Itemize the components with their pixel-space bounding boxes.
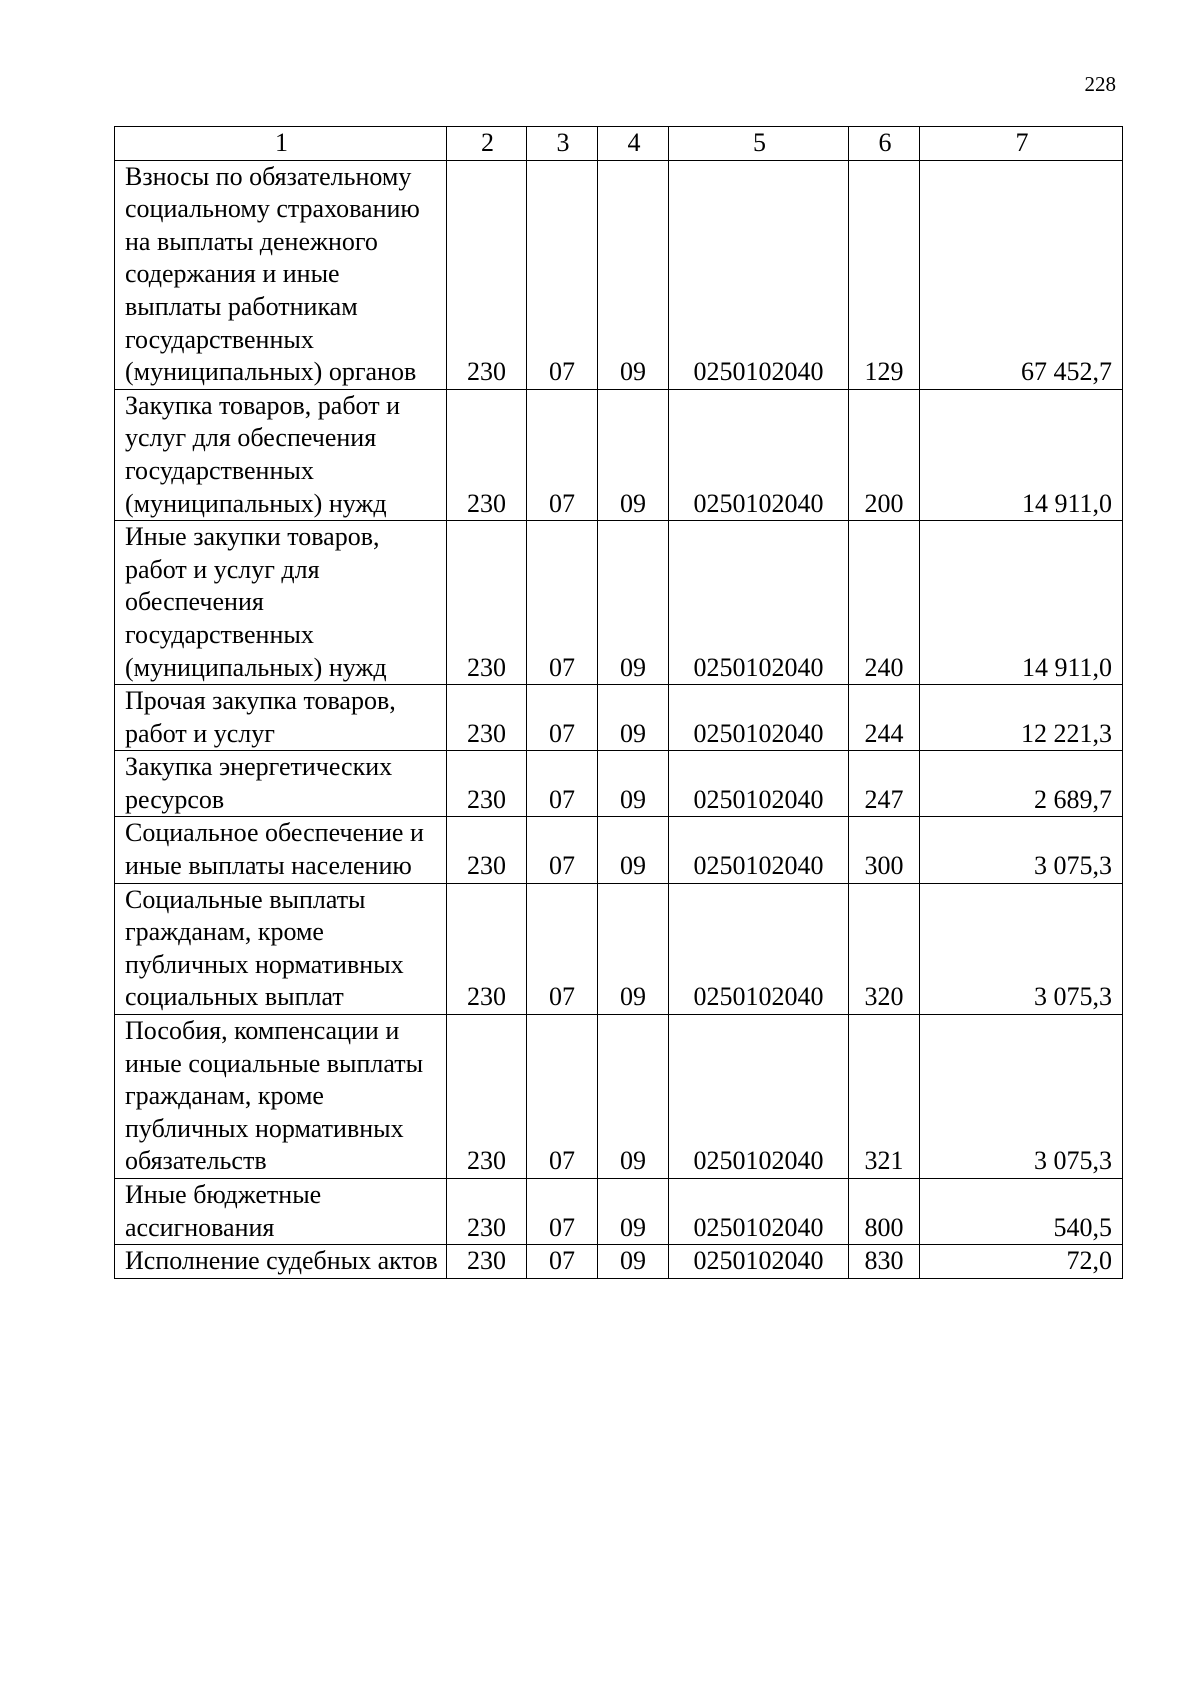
expense-type-code: 247 — [849, 751, 920, 817]
subsection-code: 09 — [598, 1179, 669, 1245]
expense-type-code: 244 — [849, 685, 920, 751]
expense-name: Закупка товаров, работ и услуг для обеспечения государственных (муниципальных) нужд — [115, 389, 447, 520]
table-row — [115, 1015, 1123, 1179]
section-code: 07 — [527, 521, 598, 685]
column-header-5: 5 — [669, 127, 849, 161]
table-row — [115, 1245, 1123, 1279]
table-body — [115, 160, 1123, 1278]
target-article-code: 0250102040 — [669, 1179, 849, 1245]
expense-name: Исполнение судебных актов — [115, 1245, 447, 1279]
expense-name: Социальные выплаты гражданам, кроме публичных нормативных социальных выплат — [115, 883, 447, 1014]
ministry-code: 230 — [447, 817, 527, 883]
subsection-code: 09 — [598, 160, 669, 389]
amount: 67 452,7 — [920, 160, 1123, 389]
subsection-code: 09 — [598, 1015, 669, 1179]
target-article-code: 0250102040 — [669, 883, 849, 1014]
column-header-4: 4 — [598, 127, 669, 161]
section-code: 07 — [527, 1179, 598, 1245]
header-row — [115, 127, 1123, 161]
expense-name: Иные закупки товаров, работ и услуг для обеспечения государственных (муниципальных) нужд — [115, 521, 447, 685]
ministry-code: 230 — [447, 521, 527, 685]
ministry-code: 230 — [447, 883, 527, 1014]
subsection-code: 09 — [598, 817, 669, 883]
table-row — [115, 389, 1123, 520]
section-code: 07 — [527, 1245, 598, 1279]
expense-name: Пособия, компенсации и иные социальные выплаты гражданам, кроме публичных нормативных обязательств — [115, 1015, 447, 1179]
target-article-code: 0250102040 — [669, 1015, 849, 1179]
section-code: 07 — [527, 751, 598, 817]
expense-type-code: 320 — [849, 883, 920, 1014]
ministry-code: 230 — [447, 389, 527, 520]
page-number: 228 — [1084, 72, 1116, 96]
budget-table — [114, 126, 1123, 1279]
ministry-code: 230 — [447, 685, 527, 751]
table-header — [115, 127, 1123, 161]
section-code: 07 — [527, 389, 598, 520]
amount: 72,0 — [920, 1245, 1123, 1279]
amount: 3 075,3 — [920, 817, 1123, 883]
target-article-code: 0250102040 — [669, 751, 849, 817]
amount: 2 689,7 — [920, 751, 1123, 817]
expense-name: Социальное обеспечение и иные выплаты населению — [115, 817, 447, 883]
ministry-code: 230 — [447, 1245, 527, 1279]
subsection-code: 09 — [598, 1245, 669, 1279]
subsection-code: 09 — [598, 521, 669, 685]
table-row — [115, 751, 1123, 817]
table-row — [115, 685, 1123, 751]
column-header-2: 2 — [447, 127, 527, 161]
ministry-code: 230 — [447, 1179, 527, 1245]
ministry-code: 230 — [447, 751, 527, 817]
amount: 3 075,3 — [920, 883, 1123, 1014]
column-header-7: 7 — [920, 127, 1123, 161]
subsection-code: 09 — [598, 685, 669, 751]
expense-type-code: 300 — [849, 817, 920, 883]
ministry-code: 230 — [447, 1015, 527, 1179]
section-code: 07 — [527, 817, 598, 883]
expense-name: Закупка энергетических ресурсов — [115, 751, 447, 817]
expense-name: Взносы по обязательному социальному страхованию на выплаты денежного содержания и иные выплаты работникам государственных (муниципальных) органов — [115, 160, 447, 389]
target-article-code: 0250102040 — [669, 521, 849, 685]
expense-type-code: 830 — [849, 1245, 920, 1279]
column-header-3: 3 — [527, 127, 598, 161]
subsection-code: 09 — [598, 751, 669, 817]
subsection-code: 09 — [598, 883, 669, 1014]
target-article-code: 0250102040 — [669, 817, 849, 883]
expense-type-code: 800 — [849, 1179, 920, 1245]
table-row — [115, 883, 1123, 1014]
table-row — [115, 521, 1123, 685]
section-code: 07 — [527, 1015, 598, 1179]
ministry-code: 230 — [447, 160, 527, 389]
section-code: 07 — [527, 685, 598, 751]
column-header-6: 6 — [849, 127, 920, 161]
target-article-code: 0250102040 — [669, 389, 849, 520]
section-code: 07 — [527, 883, 598, 1014]
expense-type-code: 321 — [849, 1015, 920, 1179]
expense-type-code: 129 — [849, 160, 920, 389]
table-row — [115, 1179, 1123, 1245]
table-row — [115, 817, 1123, 883]
amount: 14 911,0 — [920, 389, 1123, 520]
expense-name: Иные бюджетные ассигнования — [115, 1179, 447, 1245]
column-header-1: 1 — [115, 127, 447, 161]
expense-type-code: 200 — [849, 389, 920, 520]
expense-type-code: 240 — [849, 521, 920, 685]
target-article-code: 0250102040 — [669, 1245, 849, 1279]
target-article-code: 0250102040 — [669, 160, 849, 389]
section-code: 07 — [527, 160, 598, 389]
subsection-code: 09 — [598, 389, 669, 520]
target-article-code: 0250102040 — [669, 685, 849, 751]
amount: 14 911,0 — [920, 521, 1123, 685]
table-row — [115, 160, 1123, 389]
amount: 3 075,3 — [920, 1015, 1123, 1179]
amount: 12 221,3 — [920, 685, 1123, 751]
expense-name: Прочая закупка товаров, работ и услуг — [115, 685, 447, 751]
amount: 540,5 — [920, 1179, 1123, 1245]
